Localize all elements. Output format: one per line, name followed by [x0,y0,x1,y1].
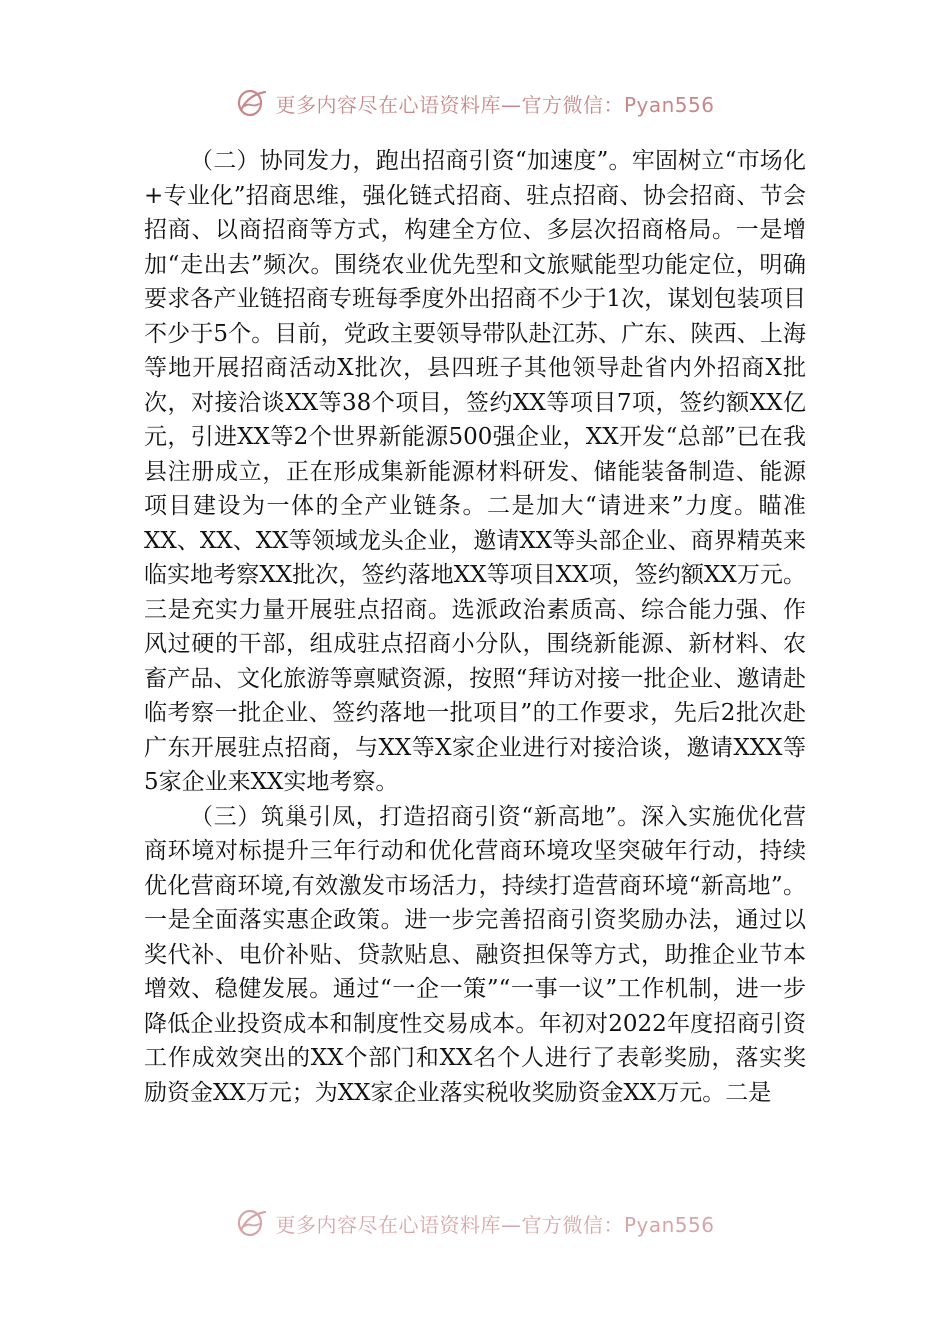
watermark-text: 更多内容尽在心语资料库—官方微信：Pyan556 [275,92,715,117]
footer-watermark [0,1208,950,1238]
paragraph-business-environment: （三）筑巢引凤，打造招商引资“新高地”。深入实施优化营商环境对标提升三年行动和优化营商环境攻坚突破年行动，持续优化营商环境,有效激发市场活力，持续打造营商环境“新高地”。一是全面落实惠企政策。进一步完善招商引资奖励办法，通过以奖代补、电价补贴、贷款贴息、融资担保等方式，助推企业节本增效、稳健发展。通过“一企一策”“一事一议”工作机制，进一步降低企业投资成本和制度性交易成本。年初对2022年度招商引资工作成效突出的XX个部门和XX名个人进行了表彰奖励，落实奖励资金XX万元；为XX家企业落实税收奖励资金XX万元。二是 [144,803,806,1106]
signature-logo-icon [235,88,269,118]
watermark-text: 更多内容尽在心语资料库—官方微信：Pyan556 [275,1212,715,1237]
document-body [144,144,806,1110]
header-watermark [0,88,950,118]
paragraph-investment-acceleration: （二）协同发力，跑出招商引资“加速度”。牢固树立“市场化+专业化”招商思维，强化链式招商、驻点招商、协会招商、节会招商、以商招商等方式，构建全方位、多层次招商格局。一是增加“走出去”频次。围绕农业优先型和文旅赋能型功能定位，明确要求各产业链招商专班每季度外出招商不少于1次，谋划包装项目不少于5个。目前，党政主要领导带队赴江苏、广东、陕西、上海等地开展招商活动X批次，县四班子其他领导赴省内外招商X批次，对接洽谈XX等38个项目，签约XX等项目7项，签约额XX亿元，引进XX等2个世界新能源500强企业，XX开发“总部”已在我县注册成立，正在形成集新能源材料研发、储能装备制造、能源项目建设为一体的全产业链条。二是加大“请进来”力度。瞄准XX、XX、XX等领域龙头企业，邀请XX等头部企业、商界精英来临实地考察XX批次，签约落地XX等项目XX项，签约额XX万元。三是充实力量开展驻点招商。选派政治素质高、综合能力强、作风过硬的干部，组成驻点招商小分队，围绕新能源、新材料、农畜产品、文化旅游等禀赋资源，按照“拜访对接一批企业、邀请赴临考察一批企业、签约落地一批项目”的工作要求，先后2批次赴广东开展驻点招商，与XX等X家企业进行对接洽谈，邀请XXX等5家企业来XX实地考察。 [144,148,806,795]
signature-logo-icon [235,1208,269,1238]
